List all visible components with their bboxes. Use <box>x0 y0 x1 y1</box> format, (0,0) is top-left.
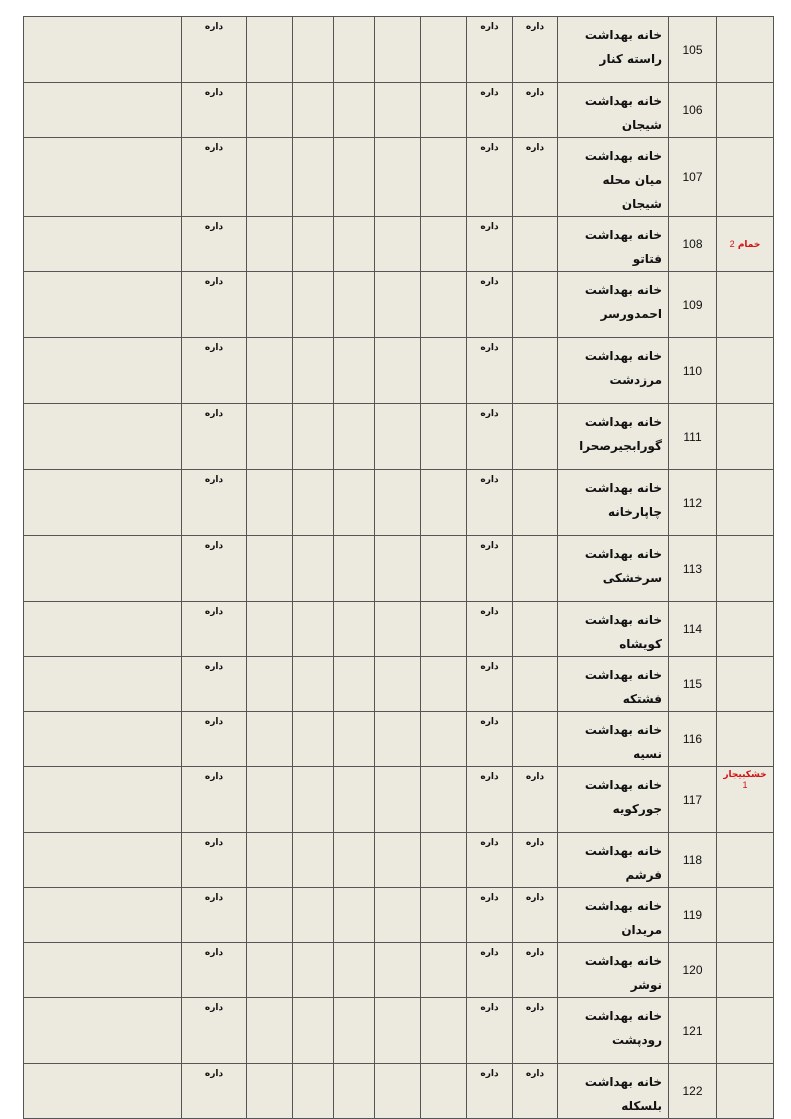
cell-blank <box>334 17 375 83</box>
cell-blank <box>293 338 334 404</box>
cell-blank <box>334 657 375 712</box>
cell-health-house-name: خانه بهداشت میان محله شیجان <box>558 138 669 217</box>
cell-blank <box>24 272 182 338</box>
region-name: خمام <box>737 239 761 250</box>
cell-status: داره <box>467 712 513 767</box>
cell-status: داره <box>467 767 513 833</box>
cell-status: داره <box>182 272 247 338</box>
cell-blank <box>293 1064 334 1119</box>
cell-region-note <box>717 1064 774 1119</box>
cell-blank <box>375 83 421 138</box>
cell-row-number: 114 <box>669 602 717 657</box>
cell-region-note <box>717 138 774 217</box>
cell-blank <box>375 943 421 998</box>
cell-blank <box>334 404 375 470</box>
cell-row-number: 122 <box>669 1064 717 1119</box>
cell-health-house-name: خانه بهداشت شیجان <box>558 83 669 138</box>
cell-region-note <box>717 712 774 767</box>
cell-row-number: 110 <box>669 338 717 404</box>
cell-status <box>513 272 558 338</box>
cell-blank <box>421 602 467 657</box>
cell-status: داره <box>182 338 247 404</box>
cell-blank <box>421 536 467 602</box>
cell-blank <box>334 1064 375 1119</box>
cell-blank <box>293 943 334 998</box>
cell-blank <box>24 767 182 833</box>
cell-blank <box>334 83 375 138</box>
cell-status: داره <box>467 217 513 272</box>
cell-row-number: 120 <box>669 943 717 998</box>
cell-status: داره <box>513 833 558 888</box>
cell-row-number: 121 <box>669 998 717 1064</box>
cell-blank <box>421 138 467 217</box>
cell-blank <box>375 833 421 888</box>
cell-region-note <box>717 833 774 888</box>
cell-status <box>513 217 558 272</box>
cell-blank <box>375 602 421 657</box>
cell-status: داره <box>467 470 513 536</box>
cell-region-note <box>717 998 774 1064</box>
cell-blank <box>421 943 467 998</box>
cell-blank <box>334 602 375 657</box>
cell-status: داره <box>467 338 513 404</box>
cell-row-number: 108 <box>669 217 717 272</box>
cell-blank <box>24 536 182 602</box>
cell-health-house-name: خانه بهداشت فرشم <box>558 833 669 888</box>
cell-blank <box>247 17 293 83</box>
cell-status: داره <box>182 888 247 943</box>
cell-blank <box>247 536 293 602</box>
cell-blank <box>375 712 421 767</box>
cell-blank <box>293 998 334 1064</box>
cell-row-number: 111 <box>669 404 717 470</box>
cell-region-note <box>717 217 774 272</box>
table-row <box>24 338 774 404</box>
region-name: خشکبیجار <box>723 770 767 780</box>
cell-blank <box>421 657 467 712</box>
cell-status: داره <box>467 17 513 83</box>
cell-status: داره <box>182 217 247 272</box>
cell-status: داره <box>513 138 558 217</box>
cell-blank <box>334 138 375 217</box>
cell-health-house-name: خانه بهداشت چاپارخانه <box>558 470 669 536</box>
cell-status: داره <box>467 888 513 943</box>
cell-row-number: 109 <box>669 272 717 338</box>
cell-blank <box>334 998 375 1064</box>
cell-blank <box>293 83 334 138</box>
cell-blank <box>421 833 467 888</box>
cell-region-note <box>717 338 774 404</box>
cell-blank <box>247 767 293 833</box>
cell-blank <box>375 17 421 83</box>
cell-blank <box>334 338 375 404</box>
cell-status: داره <box>182 536 247 602</box>
cell-blank <box>375 998 421 1064</box>
cell-status: داره <box>467 602 513 657</box>
cell-status: داره <box>182 833 247 888</box>
cell-blank <box>24 888 182 943</box>
cell-blank <box>247 888 293 943</box>
cell-status: داره <box>513 943 558 998</box>
cell-blank <box>247 83 293 138</box>
cell-status: داره <box>182 943 247 998</box>
cell-status <box>513 404 558 470</box>
cell-health-house-name: خانه بهداشت کویشاه <box>558 602 669 657</box>
cell-blank <box>24 943 182 998</box>
cell-status: داره <box>467 536 513 602</box>
cell-blank <box>24 217 182 272</box>
cell-blank <box>24 833 182 888</box>
cell-health-house-name: خانه بهداشت نسیه <box>558 712 669 767</box>
cell-blank <box>375 767 421 833</box>
cell-blank <box>293 712 334 767</box>
cell-blank <box>421 404 467 470</box>
cell-blank <box>24 470 182 536</box>
cell-status <box>513 602 558 657</box>
cell-status: داره <box>182 470 247 536</box>
region-count: 2 <box>729 238 735 249</box>
cell-blank <box>421 1064 467 1119</box>
cell-blank <box>375 217 421 272</box>
cell-health-house-name: خانه بهداشت احمدورسر <box>558 272 669 338</box>
cell-blank <box>375 138 421 217</box>
cell-row-number: 119 <box>669 888 717 943</box>
cell-status: داره <box>467 404 513 470</box>
cell-health-house-name: خانه بهداشت مرزدشت <box>558 338 669 404</box>
cell-blank <box>293 404 334 470</box>
cell-blank <box>293 470 334 536</box>
cell-blank <box>24 83 182 138</box>
cell-blank <box>421 712 467 767</box>
cell-row-number: 113 <box>669 536 717 602</box>
cell-blank <box>293 602 334 657</box>
table-row <box>24 404 774 470</box>
cell-health-house-name: خانه بهداشت نوشر <box>558 943 669 998</box>
cell-status: داره <box>182 602 247 657</box>
table-row <box>24 998 774 1064</box>
cell-blank <box>334 767 375 833</box>
table-row <box>24 83 774 138</box>
cell-blank <box>375 888 421 943</box>
cell-blank <box>247 998 293 1064</box>
cell-status: داره <box>467 272 513 338</box>
cell-status: داره <box>513 1064 558 1119</box>
cell-health-house-name: خانه بهداشت گورابجیرصحرا <box>558 404 669 470</box>
cell-blank <box>24 404 182 470</box>
cell-blank <box>293 17 334 83</box>
region-count: 1 <box>742 780 748 790</box>
cell-row-number: 112 <box>669 470 717 536</box>
cell-region-note <box>717 943 774 998</box>
cell-status: داره <box>513 17 558 83</box>
cell-status: داره <box>182 404 247 470</box>
cell-blank <box>421 217 467 272</box>
table-row <box>24 833 774 888</box>
cell-status: داره <box>182 998 247 1064</box>
cell-blank <box>421 272 467 338</box>
cell-status: داره <box>467 657 513 712</box>
cell-blank <box>247 712 293 767</box>
cell-blank <box>247 217 293 272</box>
cell-status <box>513 470 558 536</box>
cell-status: داره <box>182 138 247 217</box>
cell-blank <box>421 888 467 943</box>
cell-region-note <box>717 888 774 943</box>
cell-blank <box>247 138 293 217</box>
cell-blank <box>24 712 182 767</box>
cell-blank <box>334 272 375 338</box>
cell-health-house-name: خانه بهداشت راسته کنار <box>558 17 669 83</box>
cell-status: داره <box>182 83 247 138</box>
table-row <box>24 1064 774 1119</box>
cell-row-number: 117 <box>669 767 717 833</box>
cell-blank <box>247 943 293 998</box>
cell-row-number: 118 <box>669 833 717 888</box>
cell-status: داره <box>467 943 513 998</box>
cell-blank <box>24 338 182 404</box>
cell-status <box>513 712 558 767</box>
cell-blank <box>293 217 334 272</box>
cell-blank <box>375 1064 421 1119</box>
cell-status <box>513 338 558 404</box>
cell-status: داره <box>467 1064 513 1119</box>
cell-status <box>513 657 558 712</box>
cell-blank <box>24 602 182 657</box>
cell-blank <box>421 767 467 833</box>
cell-health-house-name: خانه بهداشت فتاتو <box>558 217 669 272</box>
cell-blank <box>293 833 334 888</box>
cell-blank <box>247 470 293 536</box>
cell-health-house-name: خانه بهداشت جورکویه <box>558 767 669 833</box>
table-row <box>24 943 774 998</box>
cell-blank <box>247 602 293 657</box>
cell-blank <box>247 833 293 888</box>
cell-blank <box>334 712 375 767</box>
cell-row-number: 116 <box>669 712 717 767</box>
cell-region-note <box>717 83 774 138</box>
cell-region-note <box>717 404 774 470</box>
cell-blank <box>247 1064 293 1119</box>
cell-health-house-name: خانه بهداشت رودپشت <box>558 998 669 1064</box>
cell-blank <box>334 943 375 998</box>
cell-region-note <box>717 17 774 83</box>
cell-blank <box>24 657 182 712</box>
cell-status: داره <box>182 767 247 833</box>
cell-status: داره <box>182 657 247 712</box>
cell-blank <box>334 217 375 272</box>
cell-status: داره <box>467 998 513 1064</box>
table-row <box>24 17 774 83</box>
cell-status: داره <box>182 17 247 83</box>
cell-row-number: 107 <box>669 138 717 217</box>
cell-status: داره <box>513 998 558 1064</box>
cell-region-note <box>717 657 774 712</box>
cell-blank <box>334 888 375 943</box>
cell-blank <box>334 536 375 602</box>
cell-blank <box>293 657 334 712</box>
cell-blank <box>24 17 182 83</box>
cell-health-house-name: خانه بهداشت مریدان <box>558 888 669 943</box>
cell-status: داره <box>513 888 558 943</box>
cell-blank <box>293 272 334 338</box>
cell-status: داره <box>467 833 513 888</box>
table-row <box>24 138 774 217</box>
cell-blank <box>421 338 467 404</box>
cell-region-note <box>717 536 774 602</box>
cell-region-note <box>717 602 774 657</box>
table-row <box>24 217 774 272</box>
table-row <box>24 888 774 943</box>
cell-blank <box>24 1064 182 1119</box>
table-row <box>24 712 774 767</box>
cell-row-number: 115 <box>669 657 717 712</box>
table-row <box>24 602 774 657</box>
cell-health-house-name: خانه بهداشت سرخشکی <box>558 536 669 602</box>
cell-row-number: 105 <box>669 17 717 83</box>
cell-blank <box>24 998 182 1064</box>
cell-status <box>513 536 558 602</box>
cell-region-note <box>717 767 774 833</box>
cell-region-note <box>717 470 774 536</box>
cell-blank <box>247 338 293 404</box>
cell-blank <box>247 272 293 338</box>
cell-blank <box>421 83 467 138</box>
cell-blank <box>334 470 375 536</box>
cell-blank <box>24 138 182 217</box>
cell-blank <box>247 404 293 470</box>
cell-blank <box>375 470 421 536</box>
cell-blank <box>375 404 421 470</box>
cell-blank <box>293 888 334 943</box>
cell-health-house-name: خانه بهداشت بلسکله <box>558 1064 669 1119</box>
cell-blank <box>375 657 421 712</box>
table-row <box>24 272 774 338</box>
cell-blank <box>421 470 467 536</box>
cell-blank <box>247 657 293 712</box>
cell-region-note <box>717 272 774 338</box>
cell-blank <box>421 17 467 83</box>
cell-status: داره <box>467 138 513 217</box>
cell-status: داره <box>513 767 558 833</box>
cell-status: داره <box>467 83 513 138</box>
cell-status: داره <box>182 712 247 767</box>
table-row <box>24 536 774 602</box>
cell-blank <box>293 767 334 833</box>
cell-status: داره <box>182 1064 247 1119</box>
table-row <box>24 470 774 536</box>
cell-blank <box>293 536 334 602</box>
cell-blank <box>334 833 375 888</box>
table-row <box>24 657 774 712</box>
table-row <box>24 767 774 833</box>
cell-status: داره <box>513 83 558 138</box>
cell-blank <box>375 338 421 404</box>
cell-row-number: 106 <box>669 83 717 138</box>
cell-health-house-name: خانه بهداشت فشتکه <box>558 657 669 712</box>
cell-blank <box>421 998 467 1064</box>
cell-blank <box>375 272 421 338</box>
cell-blank <box>375 536 421 602</box>
health-house-table <box>23 16 774 1119</box>
cell-blank <box>293 138 334 217</box>
